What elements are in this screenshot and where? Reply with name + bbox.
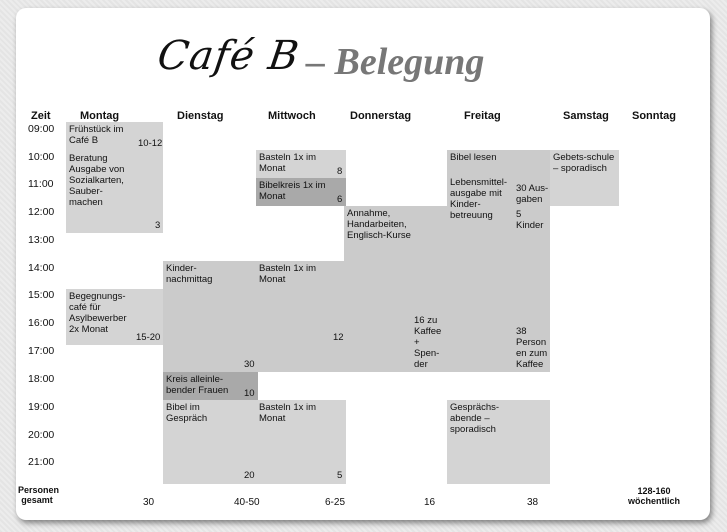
- time-label: 19:00: [28, 401, 55, 413]
- time-label: 17:00: [28, 345, 55, 357]
- time-label: 20:00: [28, 429, 55, 441]
- count-label: 8: [337, 166, 343, 177]
- activity-label: Bibel im Gespräch: [166, 402, 208, 424]
- footer-personen-label: Personen gesamt: [18, 485, 60, 505]
- block-fri: [447, 150, 550, 372]
- count-label: 5: [337, 470, 343, 481]
- block-wed-basteln-3: [256, 400, 346, 484]
- time-label: 11:00: [28, 178, 54, 190]
- time-label: 14:00: [28, 262, 55, 274]
- header-donnerstag: Donnerstag: [350, 110, 412, 122]
- activity-label: Basteln 1x im Monat: [259, 152, 317, 174]
- time-label: 12:00: [28, 206, 55, 218]
- activity-label: Lebensmittel-ausgabe mit Kinder-betreuung: [450, 177, 508, 221]
- activity-label: Bibelkreis 1x im Monat: [259, 180, 326, 202]
- block-wed-bibelkreis: [256, 178, 346, 206]
- header-mittwoch: Mittwoch: [268, 110, 316, 122]
- count-label: 12: [333, 332, 344, 343]
- activity-label: Begegnungs-café für Asylbewerber 2x Monat: [69, 291, 127, 335]
- count-label: 16 zu Kaffee + Spen-der: [414, 315, 442, 370]
- block-sat-gebet: [550, 150, 619, 206]
- count-label: 15-20: [136, 332, 161, 343]
- activity-label: Kreis alleinle-bender Frauen: [166, 374, 229, 396]
- header-zeit: Zeit: [31, 110, 51, 122]
- footer-weekly-total: 128-160 wöchentlich: [627, 486, 680, 506]
- footer-total-mon: 30: [143, 497, 155, 508]
- count-label: 30: [244, 359, 255, 370]
- count-label: 20: [244, 470, 255, 481]
- count-label: 5 Kinder: [516, 209, 544, 231]
- block-tue-bibel: [163, 400, 258, 484]
- block-mon-begegnung: [66, 289, 163, 345]
- time-label: 16:00: [28, 317, 55, 329]
- block-mon-morning: [66, 122, 163, 233]
- activity-label: Gesprächs-abende – sporadisch: [450, 402, 500, 435]
- activity-label: Basteln 1x im Monat: [259, 263, 317, 285]
- block-fri-gespraech: [447, 400, 550, 484]
- footer-total-fri: 38: [527, 497, 539, 508]
- activity-label: Kinder-nachmittag: [166, 263, 213, 285]
- header-freitag: Freitag: [464, 110, 501, 122]
- activity-label: Frühstück im Café B: [69, 124, 124, 146]
- count-label: 6: [337, 194, 343, 205]
- activity-label: Basteln 1x im Monat: [259, 402, 317, 424]
- block-thu-annahme: [344, 206, 447, 372]
- time-label: 09:00: [28, 123, 55, 135]
- cafe-b-logo: Café B: [154, 33, 303, 79]
- count-label: 10: [244, 388, 255, 399]
- time-label: 18:00: [28, 373, 55, 385]
- block-wed-basteln-2: [256, 261, 346, 372]
- count-label: 38 Person en zum Kaffee: [516, 326, 548, 370]
- block-tue-kinder: [163, 261, 258, 372]
- time-label: 21:00: [28, 456, 55, 468]
- header-sonntag: Sonntag: [632, 110, 676, 122]
- block-tue-kreis: [163, 372, 258, 400]
- footer-total-thu: 16: [424, 497, 436, 508]
- count-label: 30 Aus-gaben: [516, 183, 549, 205]
- count-label: 10-12: [138, 138, 163, 149]
- header-samstag: Samstag: [563, 110, 609, 122]
- activity-label: Gebets-schule – sporadisch: [553, 152, 615, 174]
- activity-label: Annahme, Handarbeiten, Englisch-Kurse: [347, 208, 411, 241]
- block-wed-basteln-1: [256, 150, 346, 178]
- time-label: 15:00: [28, 289, 55, 301]
- header-dienstag: Dienstag: [177, 110, 224, 122]
- footer-total-tue: 40-50: [234, 497, 260, 508]
- time-label: 10:00: [28, 151, 55, 163]
- time-label: 13:00: [28, 234, 55, 246]
- activity-label: Beratung Ausgabe von Sozialkarten, Sauber-machen: [69, 153, 125, 208]
- page-title: – Belegung: [306, 41, 485, 83]
- count-label: 3: [155, 220, 161, 231]
- header-montag: Montag: [80, 110, 120, 122]
- footer-total-wed: 6-25: [325, 497, 346, 508]
- activity-label: Bibel lesen: [450, 152, 497, 163]
